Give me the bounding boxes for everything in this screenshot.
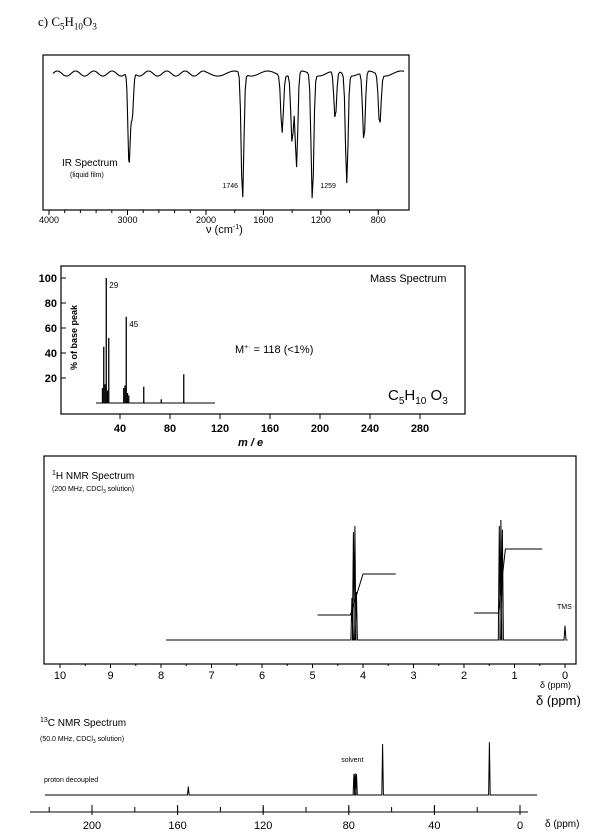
ir-tick-label: 3000	[117, 215, 138, 225]
hnmr-tick-label: 2	[460, 670, 468, 682]
problem-label: c) $C_5H_{10}O_3$	[38, 14, 97, 32]
hnmr-tick-label: 7	[208, 670, 215, 682]
hnmr-sub-rest: solution)	[105, 486, 135, 493]
hnmr-spectrum-chart	[0, 452, 614, 707]
hnmr-sub3: 3	[102, 489, 106, 495]
cnmr-title	[40, 717, 126, 729]
ms-xtick-label: 280	[410, 423, 430, 435]
hnmr-tick-label: 8	[157, 670, 165, 682]
ms-ion-rest: = 118 (<1%)	[250, 344, 314, 356]
cnmr-xlabel: δ (ppm)	[545, 819, 580, 830]
ir-subtitle: (liquid film)	[70, 172, 104, 179]
ir-tick-label: 1600	[253, 215, 274, 225]
ms-bar-group	[103, 278, 184, 403]
ir-trace	[53, 71, 404, 198]
hnmr-title	[52, 470, 134, 482]
ms-ytick-label: 80	[44, 298, 57, 310]
ir-tick-label: 800	[370, 215, 386, 225]
ms-xtick-label: 200	[310, 423, 330, 435]
ms-ylabel: % of base peak	[69, 304, 79, 370]
hnmr-xlabel-small: δ (ppm)	[540, 680, 572, 690]
ir-tick-group	[39, 210, 386, 225]
ms-formula-o: O	[426, 387, 443, 404]
ms-ytick-group	[39, 273, 66, 385]
hnmr-tick-label: 10	[53, 670, 67, 682]
cnmr-trace	[45, 742, 537, 795]
hnmr-trace	[166, 520, 568, 640]
hnmr-title-sup: 1	[52, 470, 56, 477]
ir-tick-label: 2000	[195, 215, 217, 225]
hnmr-tick-label: 6	[258, 670, 266, 682]
ir-tick-label: 4000	[38, 215, 60, 225]
hnmr-tick-label: 4	[359, 670, 367, 682]
cnmr-sub-rest: solution)	[95, 736, 125, 743]
hnmr-tick-label: 5	[309, 670, 316, 682]
cnmr-note: proton decoupled	[44, 777, 99, 784]
cnmr-tick-label: 80	[342, 820, 355, 832]
cnmr-tick-label: 200	[82, 820, 102, 832]
cnmr-title-sup: 13	[40, 717, 48, 724]
ir-spectrum-chart	[0, 40, 614, 280]
ms-ion-sup: +·	[244, 344, 251, 351]
cnmr-subtitle: (50.0 MHz, CDCl$_3$ solution)	[40, 736, 125, 745]
ir-peak-label: 1746	[222, 183, 239, 190]
ms-xtick-group	[114, 414, 429, 435]
ms-xtick-label: 240	[360, 423, 380, 435]
ms-ytick-label: 100	[38, 273, 57, 285]
ms-xtick-label: 120	[210, 423, 230, 435]
cnmr-title-rest: C NMR Spectrum	[47, 718, 127, 729]
cnmr-tick-label: 0	[516, 820, 524, 832]
ir-xlabel	[206, 224, 243, 236]
cnmr-tick-label: 160	[168, 820, 187, 832]
ms-xtick-label: 80	[163, 423, 177, 435]
hnmr-xlabel-large: δ (ppm)	[536, 693, 581, 707]
ms-formula-3: 3	[442, 396, 448, 407]
hnmr-tick-label: 0	[561, 670, 569, 682]
ir-title: IR Spectrum	[62, 158, 118, 169]
ms-xlabel: m / e	[238, 437, 264, 449]
ms-ytick-label: 40	[44, 348, 57, 360]
ms-formula-10: 10	[415, 396, 427, 407]
cnmr-tick-label: 40	[428, 820, 441, 832]
cnmr-spectrum-chart	[0, 707, 614, 839]
ms-title: Mass Spectrum	[370, 273, 447, 285]
hnmr-tms-label: TMS	[557, 604, 572, 611]
hnmr-subtitle: (200 MHz, CDCl$_3$ solution)	[52, 486, 135, 495]
ms-formula-5: 5	[398, 396, 405, 407]
cnmr-tick-group	[49, 805, 523, 832]
hnmr-tick-label: 1	[511, 670, 518, 682]
ir-peak-label-group	[222, 183, 336, 190]
ms-xtick-label: 160	[260, 423, 280, 435]
ir-xlabel-nu: ν (cm	[206, 224, 233, 236]
hnmr-tick-label: 3	[410, 670, 417, 682]
ir-xlabel-close: )	[239, 224, 243, 236]
cnmr-solvent-label: solvent	[341, 757, 364, 764]
ms-formula: $C_5H_{10}$ $O_3$	[388, 387, 448, 407]
ms-ytick-label: 60	[44, 323, 57, 335]
ms-ytick-label: 20	[44, 373, 57, 385]
problem-prefix: c) C	[38, 14, 61, 29]
mass-spectrum-chart	[0, 258, 614, 458]
cnmr-tick-label: 120	[254, 820, 273, 832]
hnmr-tick-group	[54, 664, 568, 682]
ms-xtick-label: 40	[113, 423, 127, 435]
ms-peak-label: 29	[109, 281, 119, 290]
ir-xlabel-exp: -1	[232, 224, 240, 231]
hnmr-tick-label: 9	[107, 670, 114, 682]
ms-peak-label: 45	[129, 319, 139, 329]
cnmr-sub3: 3	[92, 739, 96, 745]
ms-formula-h: H	[404, 387, 416, 404]
ir-tick-label: 1200	[310, 215, 331, 225]
hnmr-title-rest: H NMR Spectrum	[55, 471, 135, 482]
ms-molecular-ion: M+· = 118 (<1%)	[235, 344, 314, 356]
ir-peak-label: 1259	[320, 183, 336, 190]
